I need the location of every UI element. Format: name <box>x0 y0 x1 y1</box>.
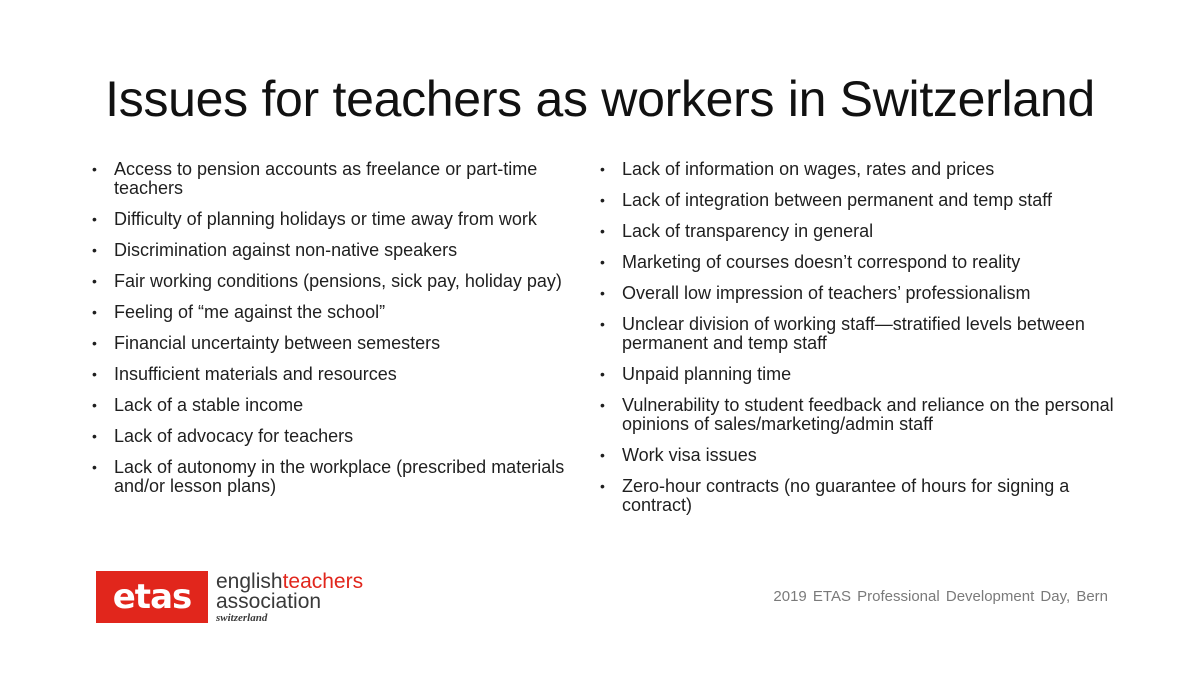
bullet: • <box>92 459 97 475</box>
list-item-text: Lack of autonomy in the workplace (prescribed materials and/or lesson plans) <box>114 457 565 496</box>
bullet: • <box>92 161 97 177</box>
bullet: • <box>600 223 605 239</box>
logo-word-switzerland: switzerland <box>216 612 268 624</box>
list-item-text: Zero-hour contracts (no guarantee of hours for signing a contract) <box>622 476 1070 515</box>
list-item <box>92 241 602 260</box>
bullet: • <box>92 211 97 227</box>
list-item-text: Unclear division of working staff—stratified levels between permanent and temp staff <box>622 314 1085 353</box>
list-item <box>600 222 1120 241</box>
bullet: • <box>600 316 605 332</box>
list-item <box>600 477 1120 515</box>
bullet: • <box>92 273 97 289</box>
list-item <box>92 458 602 496</box>
bullet: • <box>600 447 605 463</box>
list-item <box>600 396 1120 434</box>
list-item <box>600 315 1120 353</box>
bullet: • <box>92 304 97 320</box>
list-item-text: Discrimination against non-native speakers <box>114 240 458 260</box>
bullet: • <box>600 366 605 382</box>
list-item-text: Lack of information on wages, rates and prices <box>622 159 995 179</box>
list-item-text: Difficulty of planning holidays or time away from work <box>114 209 537 229</box>
bullet: • <box>92 366 97 382</box>
list-item-text: Vulnerability to student feedback and reliance on the personal opinions of sales/marketing/admin staff <box>622 395 1114 434</box>
list-item-text: Access to pension accounts as freelance or part-time teachers <box>114 159 538 198</box>
list-item <box>600 191 1120 210</box>
list-item <box>600 446 1120 465</box>
list-item-text: Lack of a stable income <box>114 395 304 415</box>
etas-logo-mark: etas <box>96 571 208 623</box>
etas-logo <box>96 571 363 623</box>
bullet: • <box>600 192 605 208</box>
right-bullet-list <box>600 160 1120 527</box>
list-item <box>600 253 1120 272</box>
list-item <box>92 427 602 446</box>
list-item-text: Lack of integration between permanent and temp staff <box>622 190 1052 210</box>
logo-word-english: english <box>216 570 283 593</box>
bullet: • <box>600 285 605 301</box>
list-item <box>600 284 1120 303</box>
list-item <box>92 334 602 353</box>
list-item <box>92 365 602 384</box>
list-item-text: Unpaid planning time <box>622 364 792 384</box>
list-item <box>92 396 602 415</box>
list-item-text: Insufficient materials and resources <box>114 364 397 384</box>
list-item-text: Work visa issues <box>622 445 757 465</box>
list-item-text: Lack of transparency in general <box>622 221 874 241</box>
bullet: • <box>92 242 97 258</box>
logo-word-teachers: teachers <box>282 570 364 593</box>
list-item-text: Marketing of courses doesn’t correspond to reality <box>622 252 1021 272</box>
footer-event-text: 2019 ETAS Professional Development Day, Bern <box>773 588 1108 605</box>
bullet: • <box>600 478 605 494</box>
list-item <box>92 272 602 291</box>
logo-word-association: association <box>216 590 322 613</box>
list-item-text: Financial uncertainty between semesters <box>114 333 441 353</box>
bullet: • <box>92 335 97 351</box>
bullet: • <box>92 397 97 413</box>
etas-logo-wordmark <box>216 571 363 624</box>
list-item <box>92 160 602 198</box>
slide-title: Issues for teachers as workers in Switzerland <box>105 71 1095 127</box>
logo-line-english-teachers <box>216 572 363 592</box>
list-item-text: Lack of advocacy for teachers <box>114 426 354 446</box>
list-item-text: Overall low impression of teachers’ professionalism <box>622 283 1031 303</box>
list-item <box>600 365 1120 384</box>
list-item <box>92 303 602 322</box>
bullet: • <box>600 161 605 177</box>
list-item-text: Fair working conditions (pensions, sick pay, holiday pay) <box>114 271 562 291</box>
bullet: • <box>600 397 605 413</box>
list-item <box>600 160 1120 179</box>
bullet: • <box>600 254 605 270</box>
list-item-text: Feeling of “me against the school” <box>114 302 386 322</box>
left-bullet-list <box>92 160 602 508</box>
list-item <box>92 210 602 229</box>
bullet: • <box>92 428 97 444</box>
